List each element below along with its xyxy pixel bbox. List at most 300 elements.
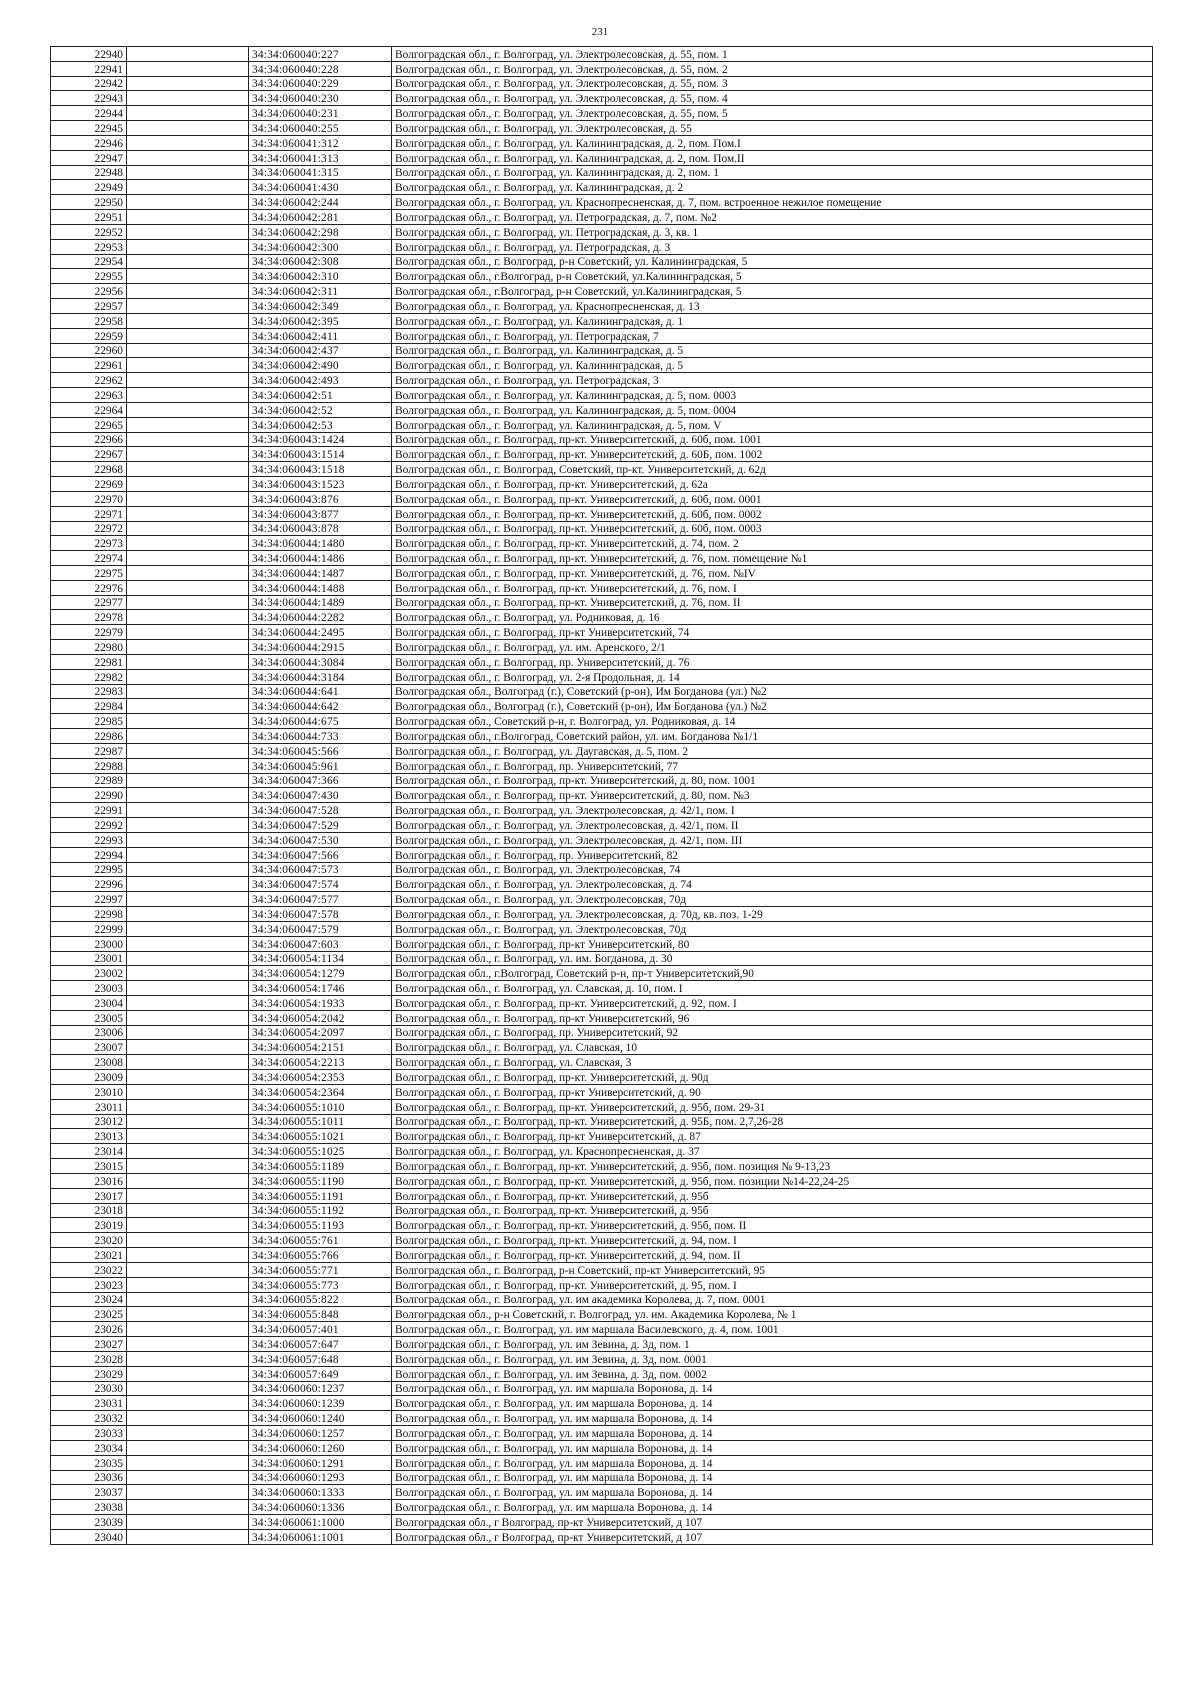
address-cell: Волгоградская обл., г. Волгоград, ул. им маршала Воронова, д. 14: [392, 1470, 1153, 1485]
cadastral-number-cell: 34:34:060055:1025: [249, 1144, 392, 1159]
row-number-cell: 22976: [51, 580, 127, 595]
cadastral-number-cell: 34:34:060047:530: [249, 832, 392, 847]
blank-cell: [127, 565, 249, 580]
row-number-cell: 22944: [51, 106, 127, 121]
row-number-cell: 22956: [51, 284, 127, 299]
blank-cell: [127, 1277, 249, 1292]
address-cell: Волгоградская обл., г. Волгоград, ул. Калининградская, д. 2, пом. 1: [392, 165, 1153, 180]
cadastral-number-cell: 34:34:060055:1190: [249, 1173, 392, 1188]
cadastral-number-cell: 34:34:060055:761: [249, 1233, 392, 1248]
address-cell: Волгоградская обл., г. Волгоград, пр-кт. Университетский, д. 76, пом. I: [392, 580, 1153, 595]
address-cell: Волгоградская обл., г Волгоград, пр-кт Университетский, д 107: [392, 1529, 1153, 1544]
cadastral-number-cell: 34:34:060042:244: [249, 195, 392, 210]
address-cell: Волгоградская обл., г. Волгоград, пр-кт. Университетский, д. 62а: [392, 477, 1153, 492]
cadastral-number-cell: 34:34:060044:2282: [249, 610, 392, 625]
table-row: [51, 1114, 1153, 1129]
address-cell: Волгоградская обл., г Волгоград, пр-кт Университетский, д 107: [392, 1514, 1153, 1529]
row-number-cell: 22974: [51, 551, 127, 566]
table-row: [51, 91, 1153, 106]
table-row: [51, 565, 1153, 580]
table-row: [51, 1500, 1153, 1515]
row-number-cell: 23003: [51, 981, 127, 996]
table-row: [51, 877, 1153, 892]
blank-cell: [127, 313, 249, 328]
row-number-cell: 22994: [51, 847, 127, 862]
table-row: [51, 1411, 1153, 1426]
cadastral-number-cell: 34:34:060057:648: [249, 1351, 392, 1366]
row-number-cell: 23031: [51, 1396, 127, 1411]
blank-cell: [127, 1144, 249, 1159]
cadastral-number-cell: 34:34:060041:313: [249, 150, 392, 165]
table-row: [51, 402, 1153, 417]
table-row: [51, 1381, 1153, 1396]
table-row: [51, 669, 1153, 684]
blank-cell: [127, 1025, 249, 1040]
cadastral-number-cell: 34:34:060042:437: [249, 343, 392, 358]
row-number-cell: 23012: [51, 1114, 127, 1129]
address-cell: Волгоградская обл., г. Волгоград, пр-кт. Университетский, д. 95б, пом. 29-31: [392, 1099, 1153, 1114]
cadastral-number-cell: 34:34:060042:311: [249, 284, 392, 299]
cadastral-number-cell: 34:34:060041:315: [249, 165, 392, 180]
row-number-cell: 22967: [51, 447, 127, 462]
cadastral-number-cell: 34:34:060055:771: [249, 1262, 392, 1277]
row-number-cell: 22948: [51, 165, 127, 180]
table-row: [51, 417, 1153, 432]
table-row: [51, 1514, 1153, 1529]
blank-cell: [127, 1514, 249, 1529]
row-number-cell: 22950: [51, 195, 127, 210]
address-cell: Волгоградская обл., г. Волгоград, ул. Электролесовская, д. 70д, кв. поз. 1-29: [392, 907, 1153, 922]
cadastral-number-cell: 34:34:060055:1192: [249, 1203, 392, 1218]
row-number-cell: 22973: [51, 536, 127, 551]
cadastral-number-cell: 34:34:060057:647: [249, 1337, 392, 1352]
table-row: [51, 210, 1153, 225]
address-cell: Волгоградская обл., г. Волгоград, пр-кт Университетский, 80: [392, 936, 1153, 951]
row-number-cell: 23026: [51, 1322, 127, 1337]
row-number-cell: 22975: [51, 565, 127, 580]
address-cell: Волгоградская обл., г. Волгоград, пр-кт. Университетский, д. 76, пом. №IV: [392, 565, 1153, 580]
row-number-cell: 22943: [51, 91, 127, 106]
table-row: [51, 1218, 1153, 1233]
row-number-cell: 23019: [51, 1218, 127, 1233]
row-number-cell: 22981: [51, 654, 127, 669]
table-row: [51, 358, 1153, 373]
address-cell: Волгоградская обл., г. Волгоград, ул. Славская, д. 10, пом. I: [392, 981, 1153, 996]
cadastral-number-cell: 34:34:060054:2364: [249, 1084, 392, 1099]
address-cell: Волгоградская обл., г. Волгоград, пр-кт. Университетский, д. 60б, пом. 1001: [392, 432, 1153, 447]
row-number-cell: 23028: [51, 1351, 127, 1366]
table-row: [51, 1248, 1153, 1263]
table-row: [51, 714, 1153, 729]
address-cell: Волгоградская обл., г. Волгоград, ул. им маршала Воронова, д. 14: [392, 1440, 1153, 1455]
blank-cell: [127, 1500, 249, 1515]
row-number-cell: 23005: [51, 1010, 127, 1025]
blank-cell: [127, 818, 249, 833]
address-cell: Волгоградская обл., г. Волгоград, ул. Электролесовская, д. 55, пом. 5: [392, 106, 1153, 121]
table-row: [51, 1277, 1153, 1292]
blank-cell: [127, 343, 249, 358]
cadastral-number-cell: 34:34:060042:53: [249, 417, 392, 432]
blank-cell: [127, 521, 249, 536]
blank-cell: [127, 195, 249, 210]
table-row: [51, 788, 1153, 803]
cadastral-number-cell: 34:34:060044:1487: [249, 565, 392, 580]
table-row: [51, 818, 1153, 833]
address-cell: Волгоградская обл., г. Волгоград, ул. Калининградская, д. 5, пом. V: [392, 417, 1153, 432]
address-cell: Волгоградская обл., г. Волгоград, ул. Краснопресненская, д. 13: [392, 299, 1153, 314]
address-cell: Волгоградская обл., г. Волгоград, Советский, пр-кт. Университетский, д. 62д: [392, 462, 1153, 477]
row-number-cell: 22960: [51, 343, 127, 358]
table-row: [51, 1040, 1153, 1055]
table-row: [51, 892, 1153, 907]
row-number-cell: 22955: [51, 269, 127, 284]
address-cell: Волгоградская обл., г. Волгоград, ул. Славская, 10: [392, 1040, 1153, 1055]
address-cell: Волгоградская обл., г. Волгоград, ул. Краснопресненская, д. 37: [392, 1144, 1153, 1159]
address-cell: Волгоградская обл., г. Волгоград, ул. им Зевина, д. 3д, пом. 0001: [392, 1351, 1153, 1366]
address-cell: Волгоградская обл., г. Волгоград, ул. Электролесовская, д. 42/1, пом. II: [392, 818, 1153, 833]
blank-cell: [127, 417, 249, 432]
table-row: [51, 328, 1153, 343]
address-cell: Волгоградская обл., г. Волгоград, ул. Калининградская, д. 2, пом. Пом.II: [392, 150, 1153, 165]
blank-cell: [127, 491, 249, 506]
table-row: [51, 1159, 1153, 1174]
row-number-cell: 23038: [51, 1500, 127, 1515]
table-row: [51, 121, 1153, 136]
blank-cell: [127, 832, 249, 847]
blank-cell: [127, 654, 249, 669]
row-number-cell: 23035: [51, 1455, 127, 1470]
address-cell: Волгоградская обл., г. Волгоград, пр-кт. Университетский, д. 60б, пом. 0001: [392, 491, 1153, 506]
address-cell: Волгоградская обл., г. Волгоград, р-н Советский, пр-кт Университетский, 95: [392, 1262, 1153, 1277]
address-cell: Волгоградская обл., г. Волгоград, ул. им маршала Воронова, д. 14: [392, 1396, 1153, 1411]
blank-cell: [127, 862, 249, 877]
table-row: [51, 506, 1153, 521]
blank-cell: [127, 373, 249, 388]
address-cell: Волгоградская обл., г. Волгоград, пр-кт. Университетский, д. 80, пом. №3: [392, 788, 1153, 803]
table-row: [51, 106, 1153, 121]
cadastral-number-cell: 34:34:060044:1480: [249, 536, 392, 551]
blank-cell: [127, 892, 249, 907]
table-row: [51, 150, 1153, 165]
row-number-cell: 22953: [51, 239, 127, 254]
blank-cell: [127, 1485, 249, 1500]
blank-cell: [127, 847, 249, 862]
address-cell: Волгоградская обл., г. Волгоград, пр. Университетский, д. 76: [392, 654, 1153, 669]
cadastral-number-cell: 34:34:060055:1193: [249, 1218, 392, 1233]
table-row: [51, 773, 1153, 788]
address-cell: Волгоградская обл., г. Волгоград, ул. им Зевина, д. 3д, пом. 1: [392, 1337, 1153, 1352]
row-number-cell: 23022: [51, 1262, 127, 1277]
cadastral-number-cell: 34:34:060057:401: [249, 1322, 392, 1337]
address-cell: Волгоградская обл., г. Волгоград, пр. Университетский, 77: [392, 758, 1153, 773]
cadastral-number-cell: 34:34:060055:1011: [249, 1114, 392, 1129]
row-number-cell: 22989: [51, 773, 127, 788]
table-row: [51, 432, 1153, 447]
table-row: [51, 684, 1153, 699]
row-number-cell: 22997: [51, 892, 127, 907]
row-number-cell: 23020: [51, 1233, 127, 1248]
address-cell: Волгоградская обл., г. Волгоград, ул. Электролесовская, д. 74: [392, 877, 1153, 892]
address-cell: Волгоградская обл., г. Волгоград, ул. Калининградская, д. 5, пом. 0003: [392, 388, 1153, 403]
address-cell: Волгоградская обл., г. Волгоград, пр-кт Университетский, д. 87: [392, 1129, 1153, 1144]
blank-cell: [127, 1084, 249, 1099]
cadastral-number-cell: 34:34:060042:281: [249, 210, 392, 225]
row-number-cell: 22952: [51, 224, 127, 239]
blank-cell: [127, 1114, 249, 1129]
row-number-cell: 22940: [51, 47, 127, 62]
address-cell: Волгоградская обл., г. Волгоград, р-н Советский, ул. Калининградская, 5: [392, 254, 1153, 269]
cadastral-number-cell: 34:34:060042:52: [249, 402, 392, 417]
cadastral-number-cell: 34:34:060047:528: [249, 803, 392, 818]
cadastral-number-cell: 34:34:060057:649: [249, 1366, 392, 1381]
blank-cell: [127, 506, 249, 521]
address-cell: Волгоградская обл., г. Волгоград, ул. Петроградская, д. 3: [392, 239, 1153, 254]
cadastral-number-cell: 34:34:060054:2353: [249, 1070, 392, 1085]
blank-cell: [127, 1411, 249, 1426]
cadastral-number-cell: 34:34:060044:641: [249, 684, 392, 699]
address-cell: Волгоградская обл., Советский р-н, г. Волгоград, ул. Родниковая, д. 14: [392, 714, 1153, 729]
table-row: [51, 1233, 1153, 1248]
blank-cell: [127, 1262, 249, 1277]
cadastral-number-cell: 34:34:060042:298: [249, 224, 392, 239]
row-number-cell: 22961: [51, 358, 127, 373]
blank-cell: [127, 135, 249, 150]
row-number-cell: 22996: [51, 877, 127, 892]
blank-cell: [127, 1070, 249, 1085]
address-cell: Волгоградская обл., г. Волгоград, ул. Электролесовская, д. 55, пом. 3: [392, 76, 1153, 91]
address-cell: Волгоградская обл., г. Волгоград, ул. им маршала Воронова, д. 14: [392, 1381, 1153, 1396]
address-cell: Волгоградская обл., г. Волгоград, пр-кт. Университетский, д. 94, пом. I: [392, 1233, 1153, 1248]
address-cell: Волгоградская обл., г. Волгоград, пр-кт. Университетский, д. 60Б, пом. 1002: [392, 447, 1153, 462]
row-number-cell: 22949: [51, 180, 127, 195]
row-number-cell: 23009: [51, 1070, 127, 1085]
row-number-cell: 22977: [51, 595, 127, 610]
address-cell: Волгоградская обл., г. Волгоград, ул. 2-я Продольная, д. 14: [392, 669, 1153, 684]
row-number-cell: 23002: [51, 966, 127, 981]
row-number-cell: 22964: [51, 402, 127, 417]
row-number-cell: 22958: [51, 313, 127, 328]
cadastral-number-cell: 34:34:060044:1489: [249, 595, 392, 610]
table-row: [51, 165, 1153, 180]
blank-cell: [127, 1203, 249, 1218]
table-row: [51, 847, 1153, 862]
blank-cell: [127, 729, 249, 744]
row-number-cell: 22988: [51, 758, 127, 773]
table-row: [51, 1485, 1153, 1500]
table-row: [51, 951, 1153, 966]
row-number-cell: 22972: [51, 521, 127, 536]
row-number-cell: 23007: [51, 1040, 127, 1055]
cadastral-number-cell: 34:34:060060:1237: [249, 1381, 392, 1396]
cadastral-number-cell: 34:34:060055:773: [249, 1277, 392, 1292]
blank-cell: [127, 1470, 249, 1485]
table-row: [51, 862, 1153, 877]
table-row: [51, 1426, 1153, 1441]
table-row: [51, 996, 1153, 1011]
table-row: [51, 832, 1153, 847]
blank-cell: [127, 328, 249, 343]
table-row: [51, 1322, 1153, 1337]
row-number-cell: 22978: [51, 610, 127, 625]
row-number-cell: 23004: [51, 996, 127, 1011]
address-cell: Волгоградская обл., г. Волгоград, ул. Электролесовская, д. 55, пом. 1: [392, 47, 1153, 62]
address-cell: Волгоградская обл., г. Волгоград, ул. им академика Королева, д. 7, пом. 0001: [392, 1292, 1153, 1307]
cadastral-number-cell: 34:34:060040:228: [249, 61, 392, 76]
table-row: [51, 743, 1153, 758]
address-cell: Волгоградская обл., г. Волгоград, ул. им маршала Воронова, д. 14: [392, 1455, 1153, 1470]
table-row: [51, 729, 1153, 744]
address-cell: Волгоградская обл., г. Волгоград, пр-кт. Университетский, д. 95Б, пом. 2,7,26-28: [392, 1114, 1153, 1129]
cadastral-number-cell: 34:34:060044:733: [249, 729, 392, 744]
address-cell: Волгоградская обл., г. Волгоград, ул. Петроградская, 7: [392, 328, 1153, 343]
table-row: [51, 1144, 1153, 1159]
cadastral-number-cell: 34:34:060061:1001: [249, 1529, 392, 1544]
blank-cell: [127, 61, 249, 76]
blank-cell: [127, 907, 249, 922]
address-cell: Волгоградская обл., г. Волгоград, ул. Калининградская, д. 5, пом. 0004: [392, 402, 1153, 417]
cadastral-number-cell: 34:34:060054:1746: [249, 981, 392, 996]
table-row: [51, 699, 1153, 714]
blank-cell: [127, 284, 249, 299]
cadastral-number-cell: 34:34:060047:430: [249, 788, 392, 803]
blank-cell: [127, 1218, 249, 1233]
row-number-cell: 22982: [51, 669, 127, 684]
blank-cell: [127, 1455, 249, 1470]
row-number-cell: 23036: [51, 1470, 127, 1485]
blank-cell: [127, 758, 249, 773]
cadastral-number-cell: 34:34:060055:1191: [249, 1188, 392, 1203]
table-row: [51, 343, 1153, 358]
table-row: [51, 803, 1153, 818]
table-row: [51, 1262, 1153, 1277]
table-row: [51, 1351, 1153, 1366]
row-number-cell: 23034: [51, 1440, 127, 1455]
blank-cell: [127, 921, 249, 936]
address-cell: Волгоградская обл., г. Волгоград, ул. им маршала Воронова, д. 14: [392, 1411, 1153, 1426]
row-number-cell: 22941: [51, 61, 127, 76]
cadastral-number-cell: 34:34:060047:578: [249, 907, 392, 922]
table-row: [51, 491, 1153, 506]
table-row: [51, 284, 1153, 299]
cadastral-number-cell: 34:34:060054:1933: [249, 996, 392, 1011]
table-row: [51, 1099, 1153, 1114]
table-row: [51, 1010, 1153, 1025]
cadastral-number-cell: 34:34:060042:308: [249, 254, 392, 269]
cadastral-number-cell: 34:34:060041:312: [249, 135, 392, 150]
cadastral-number-cell: 34:34:060042:493: [249, 373, 392, 388]
blank-cell: [127, 743, 249, 758]
blank-cell: [127, 951, 249, 966]
row-number-cell: 23037: [51, 1485, 127, 1500]
blank-cell: [127, 462, 249, 477]
cadastral-number-cell: 34:34:060045:566: [249, 743, 392, 758]
table-row: [51, 1337, 1153, 1352]
address-cell: Волгоградская обл., г. Волгоград, пр-кт. Университетский, д. 95, пом. I: [392, 1277, 1153, 1292]
table-row: [51, 224, 1153, 239]
row-number-cell: 22970: [51, 491, 127, 506]
blank-cell: [127, 47, 249, 62]
cadastral-number-cell: 34:34:060042:411: [249, 328, 392, 343]
row-number-cell: 22983: [51, 684, 127, 699]
blank-cell: [127, 1173, 249, 1188]
address-cell: Волгоградская обл., г. Волгоград, ул. Петроградская, д. 3, кв. 1: [392, 224, 1153, 239]
address-cell: Волгоградская обл., г. Волгоград, пр-кт. Университетский, д. 95б, пом. II: [392, 1218, 1153, 1233]
blank-cell: [127, 551, 249, 566]
cadastral-number-cell: 34:34:060043:1424: [249, 432, 392, 447]
row-number-cell: 23001: [51, 951, 127, 966]
address-cell: Волгоградская обл., г. Волгоград, пр-кт Университетский, 96: [392, 1010, 1153, 1025]
cadastral-number-cell: 34:34:060044:1486: [249, 551, 392, 566]
cadastral-number-cell: 34:34:060042:395: [249, 313, 392, 328]
row-number-cell: 23018: [51, 1203, 127, 1218]
blank-cell: [127, 121, 249, 136]
address-cell: Волгоградская обл., г. Волгоград, пр. Университетский, 92: [392, 1025, 1153, 1040]
address-cell: Волгоградская обл., г. Волгоград, пр-кт. Университетский, д. 76, пом. II: [392, 595, 1153, 610]
row-number-cell: 22962: [51, 373, 127, 388]
cadastral-number-cell: 34:34:060055:1189: [249, 1159, 392, 1174]
cadastral-number-cell: 34:34:060061:1000: [249, 1514, 392, 1529]
row-number-cell: 22984: [51, 699, 127, 714]
address-cell: Волгоградская обл., г. Волгоград, ул. Электролесовская, 70д: [392, 921, 1153, 936]
blank-cell: [127, 981, 249, 996]
blank-cell: [127, 1337, 249, 1352]
blank-cell: [127, 447, 249, 462]
address-cell: Волгоградская обл., г. Волгоград, ул. им маршала Воронова, д. 14: [392, 1485, 1153, 1500]
row-number-cell: 23016: [51, 1173, 127, 1188]
table-row: [51, 299, 1153, 314]
address-cell: Волгоградская обл., г. Волгоград, ул. им. Богданова, д. 30: [392, 951, 1153, 966]
table-row: [51, 610, 1153, 625]
row-number-cell: 23011: [51, 1099, 127, 1114]
cadastral-number-cell: 34:34:060060:1239: [249, 1396, 392, 1411]
blank-cell: [127, 299, 249, 314]
table-row: [51, 580, 1153, 595]
address-cell: Волгоградская обл., г. Волгоград, пр. Университетский, 82: [392, 847, 1153, 862]
address-cell: Волгоградская обл., г. Волгоград, пр-кт. Университетский, д. 94, пом. II: [392, 1248, 1153, 1263]
address-cell: Волгоградская обл., г. Волгоград, пр-кт Университетский, д. 90: [392, 1084, 1153, 1099]
table-row: [51, 536, 1153, 551]
row-number-cell: 23040: [51, 1529, 127, 1544]
blank-cell: [127, 1351, 249, 1366]
row-number-cell: 22992: [51, 818, 127, 833]
address-cell: Волгоградская обл., г. Волгоград, пр-кт. Университетский, д. 92, пом. I: [392, 996, 1153, 1011]
address-cell: Волгоградская обл., г. Волгоград, ул. им. Аренского, 2/1: [392, 640, 1153, 655]
blank-cell: [127, 1307, 249, 1322]
cadastral-number-cell: 34:34:060060:1257: [249, 1426, 392, 1441]
address-cell: Волгоградская обл., Волгоград (г.), Советский (р-он), Им Богданова (ул.) №2: [392, 699, 1153, 714]
address-cell: Волгоградская обл., г. Волгоград, пр-кт. Университетский, д. 95б: [392, 1188, 1153, 1203]
blank-cell: [127, 165, 249, 180]
cadastral-number-cell: 34:34:060044:2915: [249, 640, 392, 655]
table-row: [51, 447, 1153, 462]
address-cell: Волгоградская обл., г. Волгоград, пр-кт. Университетский, д. 60б, пом. 0002: [392, 506, 1153, 521]
table-row: [51, 921, 1153, 936]
table-row: [51, 966, 1153, 981]
cadastral-number-cell: 34:34:060047:577: [249, 892, 392, 907]
table-row: [51, 1173, 1153, 1188]
blank-cell: [127, 803, 249, 818]
row-number-cell: 23029: [51, 1366, 127, 1381]
blank-cell: [127, 1188, 249, 1203]
table-row: [51, 625, 1153, 640]
cadastral-number-cell: 34:34:060047:573: [249, 862, 392, 877]
cadastral-number-cell: 34:34:060055:766: [249, 1248, 392, 1263]
table-row: [51, 1025, 1153, 1040]
cadastral-number-cell: 34:34:060055:1021: [249, 1129, 392, 1144]
row-number-cell: 22986: [51, 729, 127, 744]
blank-cell: [127, 1129, 249, 1144]
address-cell: Волгоградская обл., г. Волгоград, ул. Родниковая, д. 16: [392, 610, 1153, 625]
